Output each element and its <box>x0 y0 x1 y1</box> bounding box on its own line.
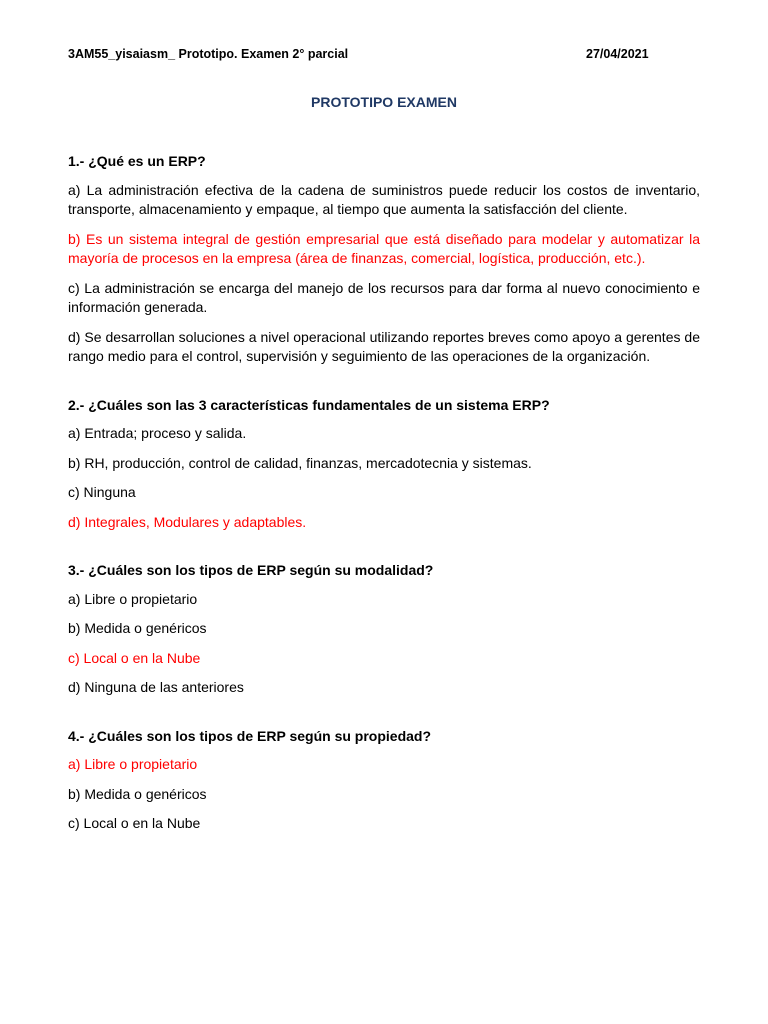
question-1-option-d: d) Se desarrollan soluciones a nivel operacional utilizando reportes breves como apoyo a gerentes de rango medio para el control, supervisión y seguimiento de las operaciones de la organización. <box>68 328 700 364</box>
header-date: 27/04/2021 <box>586 47 649 61</box>
question-4-option-b: b) Medida o genéricos <box>68 785 207 802</box>
question-2-option-b: b) RH, producción, control de calidad, finanzas, mercadotecnia y sistemas. <box>68 454 532 471</box>
question-1-option-b-correct: b) Es un sistema integral de gestión empresarial que está diseñado para modelar y automatizar la mayoría de procesos en la empresa (área de finanzas, comercial, logística, producción, etc.). <box>68 230 700 266</box>
header-title: 3AM55_yisaiasm_ Prototipo. Examen 2° parcial <box>68 47 349 61</box>
question-4-option-c: c) Local o en la Nube <box>68 815 201 831</box>
question-block-4 <box>68 727 700 834</box>
question-block-1 <box>68 152 700 367</box>
question-4: 4.- ¿Cuáles son los tipos de ERP según su propiedad? <box>68 727 432 744</box>
question-2-option-d-correct: d) Integrales, Modulares y adaptables. <box>68 513 307 530</box>
question-block-3 <box>68 561 700 698</box>
question-3-option-d: d) Ninguna de las anteriores <box>68 679 244 695</box>
question-2: 2.- ¿Cuáles son las 3 características fundamentales de un sistema ERP? <box>68 396 550 413</box>
question-3-option-a: a) Libre o propietario <box>68 590 198 607</box>
question-4-option-a-correct: a) Libre o propietario <box>68 756 198 772</box>
question-1-option-c: c) La administración se encarga del manejo de los recursos para dar forma al nuevo conocimiento e información generada. <box>68 279 700 315</box>
questions-container <box>68 152 700 863</box>
question-3-option-b: b) Medida o genéricos <box>68 620 207 636</box>
page-title: PROTOTIPO EXAMEN <box>311 94 457 110</box>
question-2-option-c: c) Ninguna <box>68 484 136 500</box>
question-1: 1.- ¿Qué es un ERP? <box>68 153 206 169</box>
question-2-option-a: a) Entrada; proceso y salida. <box>68 425 247 441</box>
question-3: 3.- ¿Cuáles son los tipos de ERP según su modalidad? <box>68 562 434 578</box>
question-1-option-a: a) La administración efectiva de la cadena de suministros puede reducir los costos de inventario, transporte, almacenamiento y empaque, al tiempo que aumenta la satisfacción del cliente. <box>68 181 700 217</box>
question-block-2 <box>68 396 700 533</box>
question-3-option-c-correct: c) Local o en la Nube <box>68 649 201 666</box>
